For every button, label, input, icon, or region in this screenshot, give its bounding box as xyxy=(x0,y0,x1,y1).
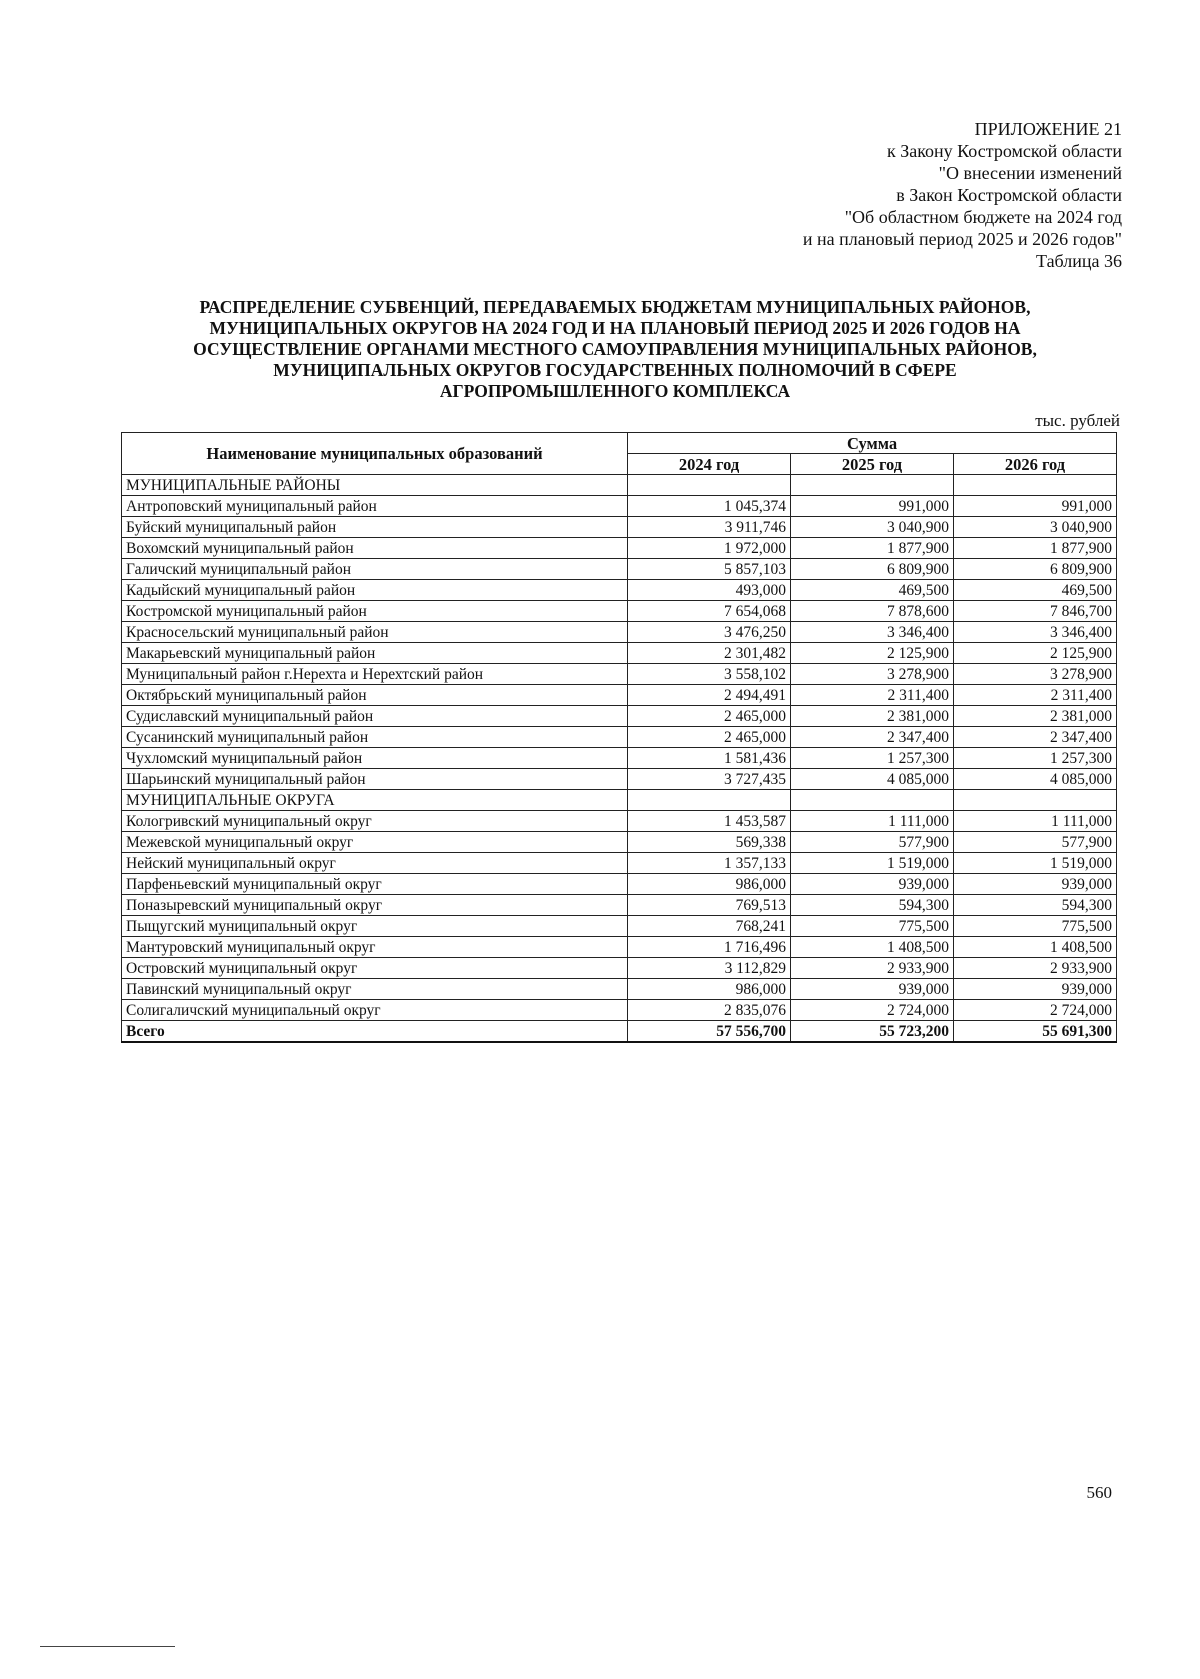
value-2026: 3 040,900 xyxy=(953,517,1116,538)
value-2025: 4 085,000 xyxy=(791,769,954,790)
value-2025: 1 519,000 xyxy=(791,853,954,874)
empty-cell xyxy=(791,790,954,811)
table-row xyxy=(122,958,1117,979)
value-2025: 3 278,900 xyxy=(791,664,954,685)
table-row xyxy=(122,496,1117,517)
value-2025: 1 111,000 xyxy=(791,811,954,832)
value-2026: 2 724,000 xyxy=(953,1000,1116,1021)
value-2026: 594,300 xyxy=(953,895,1116,916)
value-2024: 1 716,496 xyxy=(628,937,791,958)
header-name: Наименование муниципальных образований xyxy=(122,433,628,475)
table-row xyxy=(122,622,1117,643)
value-2026: 1 111,000 xyxy=(953,811,1116,832)
municipality-name: Островский муниципальный округ xyxy=(122,958,628,979)
value-2025: 1 408,500 xyxy=(791,937,954,958)
municipality-name: Павинский муниципальный округ xyxy=(122,979,628,1000)
value-2024: 3 476,250 xyxy=(628,622,791,643)
table-number: Таблица 36 xyxy=(1036,251,1122,271)
value-2025: 2 125,900 xyxy=(791,643,954,664)
table-row xyxy=(122,937,1117,958)
empty-cell xyxy=(953,790,1116,811)
subvention-table xyxy=(121,432,1117,1043)
municipality-name: Судиславский муниципальный район xyxy=(122,706,628,727)
appendix-line: к Закону Костромской области xyxy=(886,141,1122,161)
value-2025: 939,000 xyxy=(791,979,954,1000)
table-row xyxy=(122,706,1117,727)
value-2025: 6 809,900 xyxy=(791,559,954,580)
value-2024: 769,513 xyxy=(628,895,791,916)
value-2025: 1 877,900 xyxy=(791,538,954,559)
table-row xyxy=(122,748,1117,769)
table-row xyxy=(122,811,1117,832)
table-row xyxy=(122,580,1117,601)
empty-cell xyxy=(953,475,1116,496)
value-2025: 594,300 xyxy=(791,895,954,916)
title-line: ОСУЩЕСТВЛЕНИЕ ОРГАНАМИ МЕСТНОГО САМОУПРАВЛЕНИЯ МУНИЦИПАЛЬНЫХ РАЙОНОВ, xyxy=(193,339,1037,359)
section-row xyxy=(122,790,1117,811)
table-row xyxy=(122,559,1117,580)
value-2025: 7 878,600 xyxy=(791,601,954,622)
table-row xyxy=(122,874,1117,895)
value-2026: 1 519,000 xyxy=(953,853,1116,874)
value-2024: 2 494,491 xyxy=(628,685,791,706)
title-line: МУНИЦИПАЛЬНЫХ ОКРУГОВ ГОСУДАРСТВЕННЫХ ПОЛНОМОЧИЙ В СФЕРЕ xyxy=(273,360,957,380)
value-2025: 2 933,900 xyxy=(791,958,954,979)
value-2026: 577,900 xyxy=(953,832,1116,853)
municipality-name: Парфеньевский муниципальный округ xyxy=(122,874,628,895)
value-2026: 1 877,900 xyxy=(953,538,1116,559)
table-row xyxy=(122,853,1117,874)
section-label: МУНИЦИПАЛЬНЫЕ РАЙОНЫ xyxy=(122,475,628,496)
table-row xyxy=(122,517,1117,538)
value-2025: 2 311,400 xyxy=(791,685,954,706)
value-2024: 493,000 xyxy=(628,580,791,601)
value-2025: 2 381,000 xyxy=(791,706,954,727)
value-2026: 1 257,300 xyxy=(953,748,1116,769)
total-2026: 55 691,300 xyxy=(953,1021,1116,1043)
empty-cell xyxy=(628,475,791,496)
municipality-name: Чухломский муниципальный район xyxy=(122,748,628,769)
value-2026: 7 846,700 xyxy=(953,601,1116,622)
appendix-line: ПРИЛОЖЕНИЕ 21 xyxy=(974,119,1122,139)
value-2026: 2 347,400 xyxy=(953,727,1116,748)
section-row xyxy=(122,475,1117,496)
appendix-line: "Об областном бюджете на 2024 год xyxy=(844,207,1122,227)
value-2024: 1 581,436 xyxy=(628,748,791,769)
title-line: МУНИЦИПАЛЬНЫХ ОКРУГОВ НА 2024 ГОД И НА ПЛАНОВЫЙ ПЕРИОД 2025 И 2026 ГОДОВ НА xyxy=(209,318,1021,338)
value-2025: 991,000 xyxy=(791,496,954,517)
value-2024: 569,338 xyxy=(628,832,791,853)
municipality-name: Антроповский муниципальный район xyxy=(122,496,628,517)
table-row xyxy=(122,601,1117,622)
municipality-name: Поназыревский муниципальный округ xyxy=(122,895,628,916)
value-2025: 2 724,000 xyxy=(791,1000,954,1021)
municipality-name: Мантуровский муниципальный округ xyxy=(122,937,628,958)
value-2024: 986,000 xyxy=(628,874,791,895)
value-2024: 2 835,076 xyxy=(628,1000,791,1021)
appendix-line: и на плановый период 2025 и 2026 годов" xyxy=(802,229,1122,249)
value-2024: 768,241 xyxy=(628,916,791,937)
value-2024: 3 727,435 xyxy=(628,769,791,790)
value-2026: 939,000 xyxy=(953,874,1116,895)
value-2025: 2 347,400 xyxy=(791,727,954,748)
value-2024: 1 453,587 xyxy=(628,811,791,832)
municipality-name: Октябрьский муниципальный район xyxy=(122,685,628,706)
value-2026: 469,500 xyxy=(953,580,1116,601)
value-2024: 1 357,133 xyxy=(628,853,791,874)
value-2024: 3 112,829 xyxy=(628,958,791,979)
value-2026: 2 125,900 xyxy=(953,643,1116,664)
municipality-name: Кадыйский муниципальный район xyxy=(122,580,628,601)
unit-label: тыс. рублей xyxy=(1035,411,1120,430)
empty-cell xyxy=(791,475,954,496)
value-2024: 5 857,103 xyxy=(628,559,791,580)
value-2026: 3 278,900 xyxy=(953,664,1116,685)
value-2025: 939,000 xyxy=(791,874,954,895)
value-2024: 986,000 xyxy=(628,979,791,1000)
appendix-header xyxy=(803,118,1122,272)
table-row xyxy=(122,895,1117,916)
value-2026: 2 933,900 xyxy=(953,958,1116,979)
value-2024: 3 911,746 xyxy=(628,517,791,538)
value-2026: 2 381,000 xyxy=(953,706,1116,727)
title-line: РАСПРЕДЕЛЕНИЕ СУБВЕНЦИЙ, ПЕРЕДАВАЕМЫХ БЮДЖЕТАМ МУНИЦИПАЛЬНЫХ РАЙОНОВ, xyxy=(199,297,1031,317)
header-year-2026: 2026 год xyxy=(953,454,1116,475)
value-2026: 1 408,500 xyxy=(953,937,1116,958)
value-2024: 1 972,000 xyxy=(628,538,791,559)
title-line: АГРОПРОМЫШЛЕННОГО КОМПЛЕКСА xyxy=(439,381,791,401)
table-row xyxy=(122,664,1117,685)
value-2026: 939,000 xyxy=(953,979,1116,1000)
table-row xyxy=(122,1000,1117,1021)
value-2026: 3 346,400 xyxy=(953,622,1116,643)
total-label: Всего xyxy=(122,1021,628,1043)
value-2025: 3 346,400 xyxy=(791,622,954,643)
table-row xyxy=(122,832,1117,853)
table-row xyxy=(122,685,1117,706)
value-2025: 775,500 xyxy=(791,916,954,937)
value-2026: 775,500 xyxy=(953,916,1116,937)
municipality-name: Нейский муниципальный округ xyxy=(122,853,628,874)
total-2024: 57 556,700 xyxy=(628,1021,791,1043)
table-row xyxy=(122,538,1117,559)
table-row xyxy=(122,916,1117,937)
value-2025: 1 257,300 xyxy=(791,748,954,769)
table-row xyxy=(122,769,1117,790)
value-2024: 7 654,068 xyxy=(628,601,791,622)
value-2025: 577,900 xyxy=(791,832,954,853)
table-row xyxy=(122,643,1117,664)
header-year-2025: 2025 год xyxy=(791,454,954,475)
value-2024: 2 465,000 xyxy=(628,727,791,748)
total-2025: 55 723,200 xyxy=(791,1021,954,1043)
municipality-name: Красносельский муниципальный район xyxy=(122,622,628,643)
table-body xyxy=(122,475,1117,1043)
footer-rule xyxy=(40,1646,175,1647)
header-sum: Сумма xyxy=(628,433,1117,454)
municipality-name: Вохомский муниципальный район xyxy=(122,538,628,559)
value-2024: 3 558,102 xyxy=(628,664,791,685)
section-label: МУНИЦИПАЛЬНЫЕ ОКРУГА xyxy=(122,790,628,811)
value-2024: 2 301,482 xyxy=(628,643,791,664)
value-2025: 469,500 xyxy=(791,580,954,601)
municipality-name: Кологривский муниципальный округ xyxy=(122,811,628,832)
value-2026: 991,000 xyxy=(953,496,1116,517)
value-2025: 3 040,900 xyxy=(791,517,954,538)
appendix-line: в Закон Костромской области xyxy=(896,185,1122,205)
municipality-name: Буйский муниципальный район xyxy=(122,517,628,538)
table-row xyxy=(122,727,1117,748)
municipality-name: Макарьевский муниципальный район xyxy=(122,643,628,664)
municipality-name: Межевской муниципальный округ xyxy=(122,832,628,853)
page-number: 560 xyxy=(1086,1483,1112,1502)
empty-cell xyxy=(628,790,791,811)
document-title xyxy=(120,297,1110,402)
header-year-2024: 2024 год xyxy=(628,454,791,475)
value-2026: 4 085,000 xyxy=(953,769,1116,790)
municipality-name: Шарьинский муниципальный район xyxy=(122,769,628,790)
municipality-name: Костромской муниципальный район xyxy=(122,601,628,622)
value-2026: 6 809,900 xyxy=(953,559,1116,580)
total-row xyxy=(122,1021,1117,1043)
appendix-line: "О внесении изменений xyxy=(938,163,1122,183)
municipality-name: Солигаличский муниципальный округ xyxy=(122,1000,628,1021)
value-2024: 2 465,000 xyxy=(628,706,791,727)
municipality-name: Пыщугский муниципальный округ xyxy=(122,916,628,937)
value-2024: 1 045,374 xyxy=(628,496,791,517)
municipality-name: Сусанинский муниципальный район xyxy=(122,727,628,748)
value-2026: 2 311,400 xyxy=(953,685,1116,706)
table-row xyxy=(122,979,1117,1000)
municipality-name: Муниципальный район г.Нерехта и Нерехтский район xyxy=(122,664,628,685)
municipality-name: Галичский муниципальный район xyxy=(122,559,628,580)
